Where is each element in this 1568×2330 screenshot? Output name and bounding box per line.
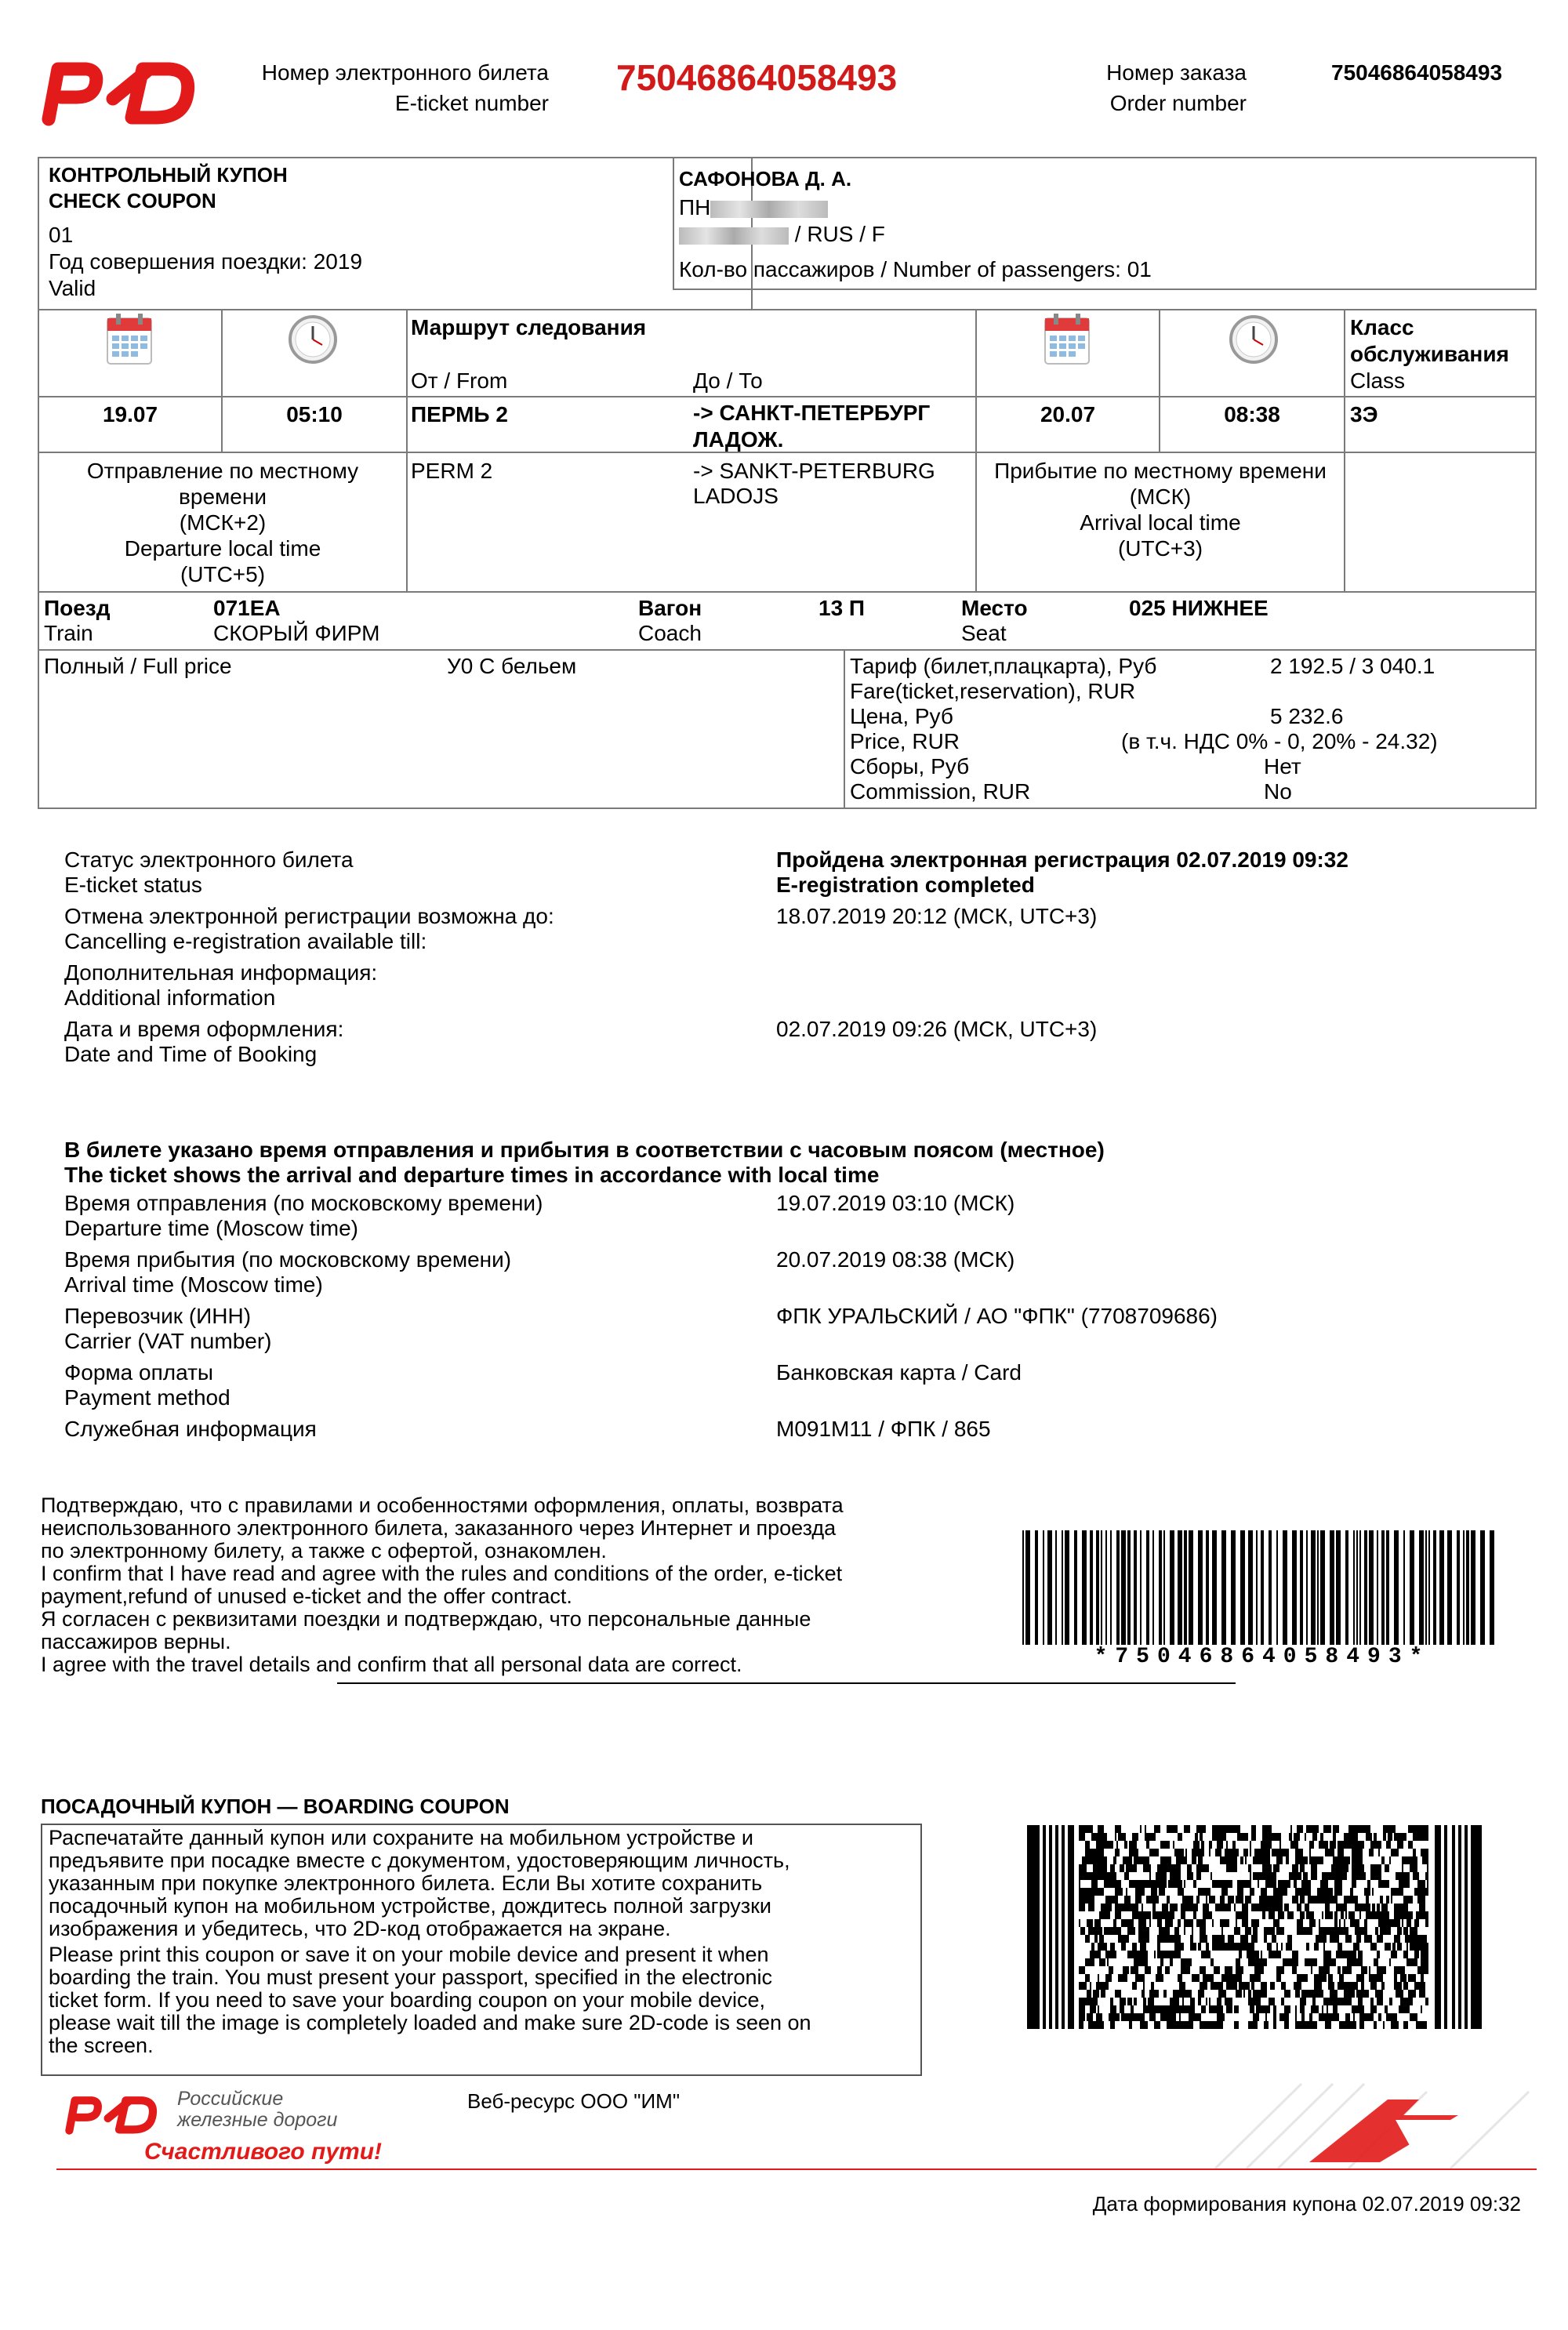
tariff-value: 2 192.5 / 3 040.1: [1270, 654, 1436, 678]
from-station-ru: ПЕРМЬ 2: [411, 402, 508, 426]
barcode-number: *75046864058493*: [1094, 1645, 1431, 1669]
class-label-en: Class: [1350, 368, 1406, 393]
to-station-en-2: LADOJS: [693, 484, 779, 508]
coupon-formed-date: Дата формирования купона 02.07.2019 09:32: [1092, 2192, 1521, 2216]
timezone-note-ru: В билете указано время отправления и прибытия в соответствии с часовым поясом (местное): [64, 1138, 1105, 1162]
seat-label-en: Seat: [961, 621, 1007, 645]
from-station-en: PERM 2: [411, 459, 493, 483]
order-label-en: Order number: [1109, 91, 1247, 115]
departure-time: 05:10: [286, 402, 343, 426]
service-class: 3Э: [1350, 402, 1378, 426]
tariff-label-en: Fare(ticket,reservation), RUR: [850, 679, 1136, 703]
to-label: До / То: [693, 368, 763, 393]
coach-label-ru: Вагон: [638, 596, 702, 620]
class-label-ru-1: Класс: [1350, 315, 1414, 339]
moscow-arrival-label-en: Arrival time (Moscow time): [64, 1272, 323, 1297]
train-type: СКОРЫЙ ФИРМ: [213, 621, 380, 645]
coupon-title-ru: КОНТРОЛЬНЫЙ КУПОН: [49, 163, 288, 187]
coupon-number: 01: [49, 223, 74, 247]
to-station-ru-1: -> САНКТ-ПЕТЕРБУРГ: [693, 401, 931, 425]
additional-info-label-en: Additional information: [64, 985, 276, 1010]
moscow-arrival-label-ru: Время прибытия (по московскому времени): [64, 1247, 512, 1272]
train-number: 071ЕА: [213, 596, 281, 620]
booking-date-value: 02.07.2019 09:26 (МСК, UTC+3): [776, 1017, 1098, 1041]
moscow-departure-label-en: Departure time (Moscow time): [64, 1216, 358, 1240]
service-info-label: Служебная информация: [64, 1417, 317, 1441]
passenger-name: САФОНОВА Д. А.: [679, 167, 852, 191]
cancel-reg-value: 18.07.2019 20:12 (МСК, UTC+3): [776, 904, 1098, 928]
carrier-value: ФПК УРАЛЬСКИЙ / АО "ФПК" (7708709686): [776, 1304, 1218, 1328]
commission-value: No: [1264, 779, 1292, 804]
passenger-count: Кол-во пассажиров / Number of passengers: 01: [679, 257, 1152, 281]
arrival-time: 08:38: [1224, 402, 1280, 426]
service-info-value: М091М11 / ФПК / 865: [776, 1417, 991, 1441]
coach-number: 13 П: [818, 596, 866, 620]
coach-label-en: Coach: [638, 621, 702, 645]
carrier-label-en: Carrier (VAT number): [64, 1329, 272, 1353]
service-option: У0 С бельем: [447, 654, 577, 678]
full-price-label: Полный / Full price: [44, 654, 232, 678]
vat-text: (в т.ч. НДС 0% - 0, 20% - 24.32): [1121, 729, 1438, 753]
train-label-en: Train: [44, 621, 93, 645]
route-header-title: Маршрут следования: [411, 315, 647, 339]
commission-label-en: Commission, RUR: [850, 779, 1031, 804]
coupon-title-en: CHECK COUPON: [49, 189, 216, 212]
clock-icon: [287, 314, 339, 365]
trip-year: Год совершения поездки: 2019: [49, 249, 363, 274]
from-label: От / From: [411, 368, 508, 393]
passport-line: ПН: [679, 194, 828, 220]
order-number: 75046864058493: [1331, 60, 1503, 85]
speed-swoosh-graphic: [1192, 2076, 1537, 2173]
brand-name: Российские железные дороги: [177, 2088, 338, 2131]
fees-label-ru: Сборы, Руб: [850, 754, 970, 778]
carrier-label-ru: Перевозчик (ИНН): [64, 1304, 252, 1328]
status-value-ru: Пройдена электронная регистрация 02.07.2019 09:32: [776, 847, 1348, 872]
clock-icon: [1228, 314, 1279, 365]
boarding-instructions: Распечатайте данный купон или сохраните на мобильном устройстве и предъявите при посадке вместе с документом, удостоверяющим личность, указанным при покупке электронного билета. Если Вы хотите сохранить посадочный купон на мобильном устройстве, дождитесь полной загрузки изображения и убедитесь, что 2D-код отображается на экране. Please print this coupon or save it on your mobile device and present it when boarding the train. You must present your passport, specified in the electronic ticket form. If you need to save your boarding coupon on your mobile device, please wait till the image is completely loaded and make sure 2D-code is seen on the screen.: [49, 1826, 811, 2057]
additional-info-label-ru: Дополнительная информация:: [64, 960, 378, 985]
to-station-en-1: -> SANKT-PETERBURG: [693, 459, 935, 483]
payment-value: Банковская карта / Card: [776, 1360, 1022, 1385]
agreement-underline: [337, 1682, 1236, 1684]
ticket-barcode: [1019, 1530, 1505, 1645]
booking-date-label-ru: Дата и время оформления:: [64, 1017, 344, 1041]
calendar-icon: [105, 312, 154, 367]
payment-label-ru: Форма оплаты: [64, 1360, 214, 1385]
to-station-ru-2: ЛАДОЖ.: [693, 427, 784, 452]
price-label-en: Price, RUR: [850, 729, 960, 753]
valid-status: Valid: [49, 276, 96, 300]
status-label-en: E-ticket status: [64, 873, 202, 897]
payment-label-en: Payment method: [64, 1385, 230, 1410]
seat-number: 025 НИЖНЕЕ: [1129, 596, 1269, 620]
order-label-ru: Номер заказа: [1106, 60, 1247, 85]
arrival-date: 20.07: [1040, 402, 1096, 426]
train-label-ru: Поезд: [44, 596, 111, 620]
timezone-note-en: The ticket shows the arrival and departure times in accordance with local time: [64, 1163, 880, 1187]
web-resource: Веб-ресурс ООО "ИМ": [467, 2089, 681, 2113]
price-value: 5 232.6: [1270, 704, 1344, 728]
fees-value: Нет: [1264, 754, 1301, 778]
class-label-ru-2: обслуживания: [1350, 342, 1509, 366]
boarding-2d-barcode: [1027, 1825, 1482, 2029]
status-value-en: E-registration completed: [776, 873, 1035, 897]
cancel-reg-label-ru: Отмена электронной регистрации возможна до:: [64, 904, 554, 928]
calendar-icon: [1043, 312, 1091, 367]
seat-label-ru: Место: [961, 596, 1028, 620]
moscow-departure-value: 19.07.2019 03:10 (МСК): [776, 1191, 1015, 1215]
cancel-reg-label-en: Cancelling e-registration available till:: [64, 929, 427, 953]
boarding-coupon-title: ПОСАДОЧНЫЙ КУПОН — BOARDING COUPON: [41, 1795, 510, 1818]
price-label-ru: Цена, Руб: [850, 704, 953, 728]
moscow-departure-label-ru: Время отправления (по московскому времени): [64, 1191, 543, 1215]
eticket-label-en: E-ticket number: [394, 91, 549, 115]
tariff-label-ru: Тариф (билет,плацкарта), Руб: [850, 654, 1157, 678]
eticket-number: 75046864058493: [616, 57, 898, 98]
booking-date-label-en: Date and Time of Booking: [64, 1042, 318, 1066]
status-label-ru: Статус электронного билета: [64, 847, 354, 872]
rzd-logo-small: [56, 2090, 168, 2137]
rzd-logo: [38, 52, 202, 130]
moscow-arrival-value: 20.07.2019 08:38 (МСК): [776, 1247, 1015, 1272]
arrival-local-note: Прибытие по местному времени (МСК) Arrival local time (UTC+3): [994, 459, 1327, 561]
passport-country-line: / RUS / F: [679, 221, 885, 247]
footer-red-line: [56, 2168, 1537, 2170]
slogan: Счастливого пути!: [144, 2139, 383, 2165]
departure-local-note: Отправление по местному времени (МСК+2) Departure local time (UTC+5): [86, 459, 359, 586]
departure-date: 19.07: [102, 402, 158, 426]
eticket-label-ru: Номер электронного билета: [261, 60, 549, 85]
agreement-text: Подтверждаю, что с правилами и особенностями оформления, оплаты, возврата неиспользованного электронного билета, заказанного через Интернет и проезда по электронному билету, а также с офертой, ознакомлен. I confirm that I have read and agree with the rules and conditions of the order, e-ticket payment,refund of unused e-ticket and the offer contract. Я согласен с реквизитами поездки и подтверждаю, что персональные данные пассажиров верны. I agree with the travel details and confirm that all personal data are correct.: [41, 1493, 844, 1676]
